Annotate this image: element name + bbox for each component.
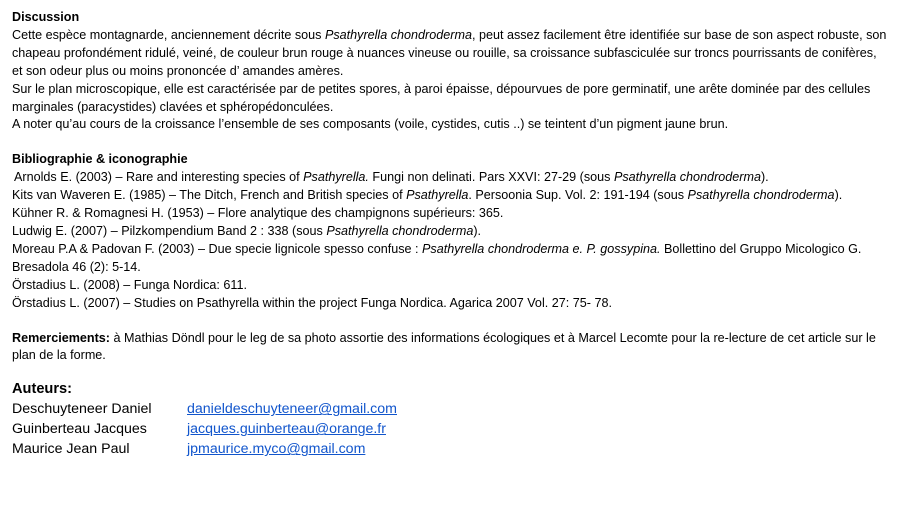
author-name: Guinberteau Jacques bbox=[12, 421, 147, 438]
discussion-section bbox=[12, 9, 890, 134]
species-name: Psathyrella. bbox=[303, 170, 369, 185]
discussion-paragraph-3: A noter qu’au cours de la croissance l’ensemble de ses composants (voile, cystides, cutis ..) se teintent d’un pigment jaune brun. bbox=[12, 117, 729, 132]
reference-item: Kühner R. & Romagnesi H. (1953) – Flore analytique des champignons supérieurs: 365. bbox=[12, 206, 504, 221]
reference-item bbox=[12, 187, 890, 205]
text-run: ). bbox=[834, 188, 843, 203]
text-run: Ludwig E. (2007) – Pilzkompendium Band 2 : 338 (sous bbox=[12, 223, 327, 238]
thanks-section bbox=[12, 330, 890, 366]
discussion-paragraph-2: Sur le plan microscopique, elle est caractérisée par de petites spores, à paroi épaisse, dépourvues de pore germinatif, une arête dominée par des cellules marginales (paracystides) clavées et sphéropédonculées. bbox=[12, 81, 871, 114]
text-run: ). bbox=[473, 223, 482, 238]
text-run: , peut assez facilement être identifiée sur base de son aspect robuste, son chapeau profondément ridulé, veiné, de couleur brun rouge à nuances vineuse ou rouille, sa croissance subfasciculée sur troncs pourrissants de conifères, et son odeur plus ou moins prononcée d’ amandes amères. bbox=[12, 27, 887, 78]
authors-section bbox=[12, 379, 890, 459]
text-run: Fungi non delinati. Pars XXVI: 27-29 (sous bbox=[368, 170, 614, 185]
species-name: Psathyrella chondroderma bbox=[326, 223, 474, 238]
species-name: Psathyrella bbox=[406, 188, 469, 203]
thanks-label: Remerciements: bbox=[12, 330, 110, 345]
author-email-link[interactable]: jpmaurice.myco@gmail.com bbox=[187, 441, 366, 458]
bibliography-heading: Bibliographie & iconographie bbox=[12, 152, 188, 167]
text-run: Moreau P.A & Padovan F. (2003) – Due specie lignicole spesso confuse : bbox=[12, 241, 423, 256]
species-name: Psathyrella chondroderma e. P. gossypina. bbox=[422, 241, 661, 256]
discussion-paragraph-1 bbox=[12, 27, 890, 81]
author-email-link[interactable]: danieldeschuyteneer@gmail.com bbox=[187, 401, 397, 418]
thanks-text: à Mathias Döndl pour le leg de sa photo assortie des informations écologiques et à Marcel Lecomte pour la re-lecture de cet article sur le plan de la forme. bbox=[12, 330, 876, 363]
reference-item bbox=[12, 241, 890, 277]
species-name: Psathyrella chondroderma bbox=[324, 27, 472, 42]
text-run: . Persoonia Sup. Vol. 2: 191-194 (sous bbox=[468, 188, 688, 203]
author-name: Maurice Jean Paul bbox=[12, 441, 130, 458]
discussion-heading: Discussion bbox=[12, 10, 80, 24]
author-row bbox=[12, 399, 890, 419]
thanks-paragraph bbox=[12, 330, 890, 366]
text-run: ). bbox=[760, 170, 769, 185]
species-name: Psathyrella chondroderma bbox=[613, 170, 761, 185]
author-row bbox=[12, 419, 890, 439]
reference-item bbox=[12, 223, 890, 241]
species-name: Psathyrella chondroderma bbox=[687, 188, 835, 203]
reference-item bbox=[12, 169, 890, 187]
text-run: Bollettino del Gruppo Micologico G. Bresadola 46 (2): 5-14. bbox=[12, 241, 862, 274]
author-name: Deschuyteneer Daniel bbox=[12, 401, 152, 418]
reference-item: Örstadius L. (2007) – Studies on Psathyrella within the project Funga Nordica. Agarica 2007 Vol. 27: 75- 78. bbox=[12, 295, 612, 310]
text-run: Cette espèce montagnarde, anciennement décrite sous bbox=[12, 27, 325, 42]
text-run: Kits van Waveren E. (1985) – The Ditch, French and British species of bbox=[12, 188, 407, 203]
author-row bbox=[12, 439, 890, 459]
text-run: Arnolds E. (2003) – Rare and interesting species of bbox=[14, 170, 304, 185]
bibliography-section bbox=[12, 151, 890, 312]
authors-heading: Auteurs: bbox=[12, 381, 72, 398]
reference-item: Örstadius L. (2008) – Funga Nordica: 611. bbox=[12, 277, 247, 292]
author-email-link[interactable]: jacques.guinberteau@orange.fr bbox=[187, 421, 386, 438]
